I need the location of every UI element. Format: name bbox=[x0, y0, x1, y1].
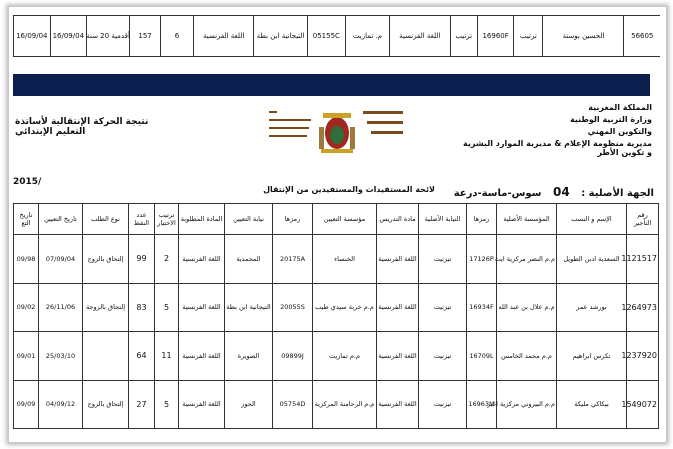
table-cell: 25/03/10 bbox=[39, 332, 83, 381]
table-cell: 09/09 bbox=[14, 380, 39, 429]
table-cell: 26/11/06 bbox=[39, 283, 83, 332]
table-cell: اللغة الفرنسية bbox=[377, 283, 419, 332]
table-cell: 20055S bbox=[273, 283, 313, 332]
table-cell: 1237920 bbox=[627, 332, 659, 381]
kingdom-line-2: وزارة التربية الوطنية bbox=[569, 115, 652, 124]
column-header: نيابة التعيين bbox=[225, 204, 273, 235]
header-band bbox=[13, 74, 650, 96]
table-cell: الصويرة bbox=[225, 332, 273, 381]
table-cell: 64 bbox=[129, 332, 155, 381]
table-cell: م.م النصر مركزية ايت bbox=[497, 235, 557, 284]
top-row-cell: اللغة الفرنسية bbox=[389, 16, 450, 56]
table-cell: تيزنيت bbox=[419, 283, 467, 332]
table-cell: اللغة الفرنسية bbox=[377, 380, 419, 429]
table-cell: م.م علال بن عبد الله bbox=[497, 283, 557, 332]
table-cell: 16934F bbox=[467, 283, 497, 332]
table-cell: تكرس ابراهيم bbox=[557, 332, 627, 381]
top-row-cell: 16/09/04 bbox=[50, 16, 87, 56]
table-cell: اللغة الفرنسية bbox=[179, 283, 225, 332]
table-cell: بورشد عمر bbox=[557, 283, 627, 332]
table-cell: اللغة الفرنسية bbox=[179, 380, 225, 429]
region-label: الجهة الأصلية : bbox=[581, 188, 654, 199]
document-title: نتيجة الحركة الإنتقالية لأساتذة التعليم الإبتدائي bbox=[15, 117, 149, 137]
table-cell: 09/98 bbox=[14, 235, 39, 284]
column-header: رقم التأجير bbox=[627, 204, 659, 235]
column-header: رمزها bbox=[467, 204, 497, 235]
column-header: تاريخ التعيين bbox=[39, 204, 83, 235]
top-row-cell: الحسين بوسنة bbox=[542, 16, 623, 56]
column-header: المؤسسة الأصلية bbox=[497, 204, 557, 235]
table-cell: اللغة الفرنسية bbox=[377, 235, 419, 284]
column-header: مادة التدريس bbox=[377, 204, 419, 235]
table-cell: 5 bbox=[155, 380, 179, 429]
table-cell: اللغة الفرنسية bbox=[377, 332, 419, 381]
table-cell: م.م محمد الخامس bbox=[497, 332, 557, 381]
top-row-cell: اللغة الفرنسية bbox=[193, 16, 254, 56]
table-cell: 16709L bbox=[467, 332, 497, 381]
column-header: رمزها bbox=[273, 204, 313, 235]
table-body bbox=[14, 235, 659, 429]
top-row-cell: 16960F bbox=[477, 16, 514, 56]
table-cell: اللغة الفرنسية bbox=[179, 332, 225, 381]
table-cell: م.م البيروني مركزية اغير bbox=[497, 380, 557, 429]
kingdom-line-3: والتكوين المهني bbox=[587, 127, 652, 136]
column-header: مؤسسة التعيين bbox=[313, 204, 377, 235]
table-cell: بيكاكي مليكة bbox=[557, 380, 627, 429]
table-row bbox=[14, 380, 659, 429]
column-header: المادة المطلوبة bbox=[179, 204, 225, 235]
top-row-cell: 56605 bbox=[623, 16, 660, 56]
table-cell: 05754D bbox=[273, 380, 313, 429]
table-cell: السعدية ادبن الطويل bbox=[557, 235, 627, 284]
top-record-row bbox=[13, 15, 660, 57]
table-cell: 04/09/12 bbox=[39, 380, 83, 429]
table-cell: إلتحاق بالزوج bbox=[83, 380, 129, 429]
table-cell: م.م تمازيت bbox=[313, 332, 377, 381]
table-cell: 2 bbox=[155, 235, 179, 284]
kingdom-line-1: المملكة المغربية bbox=[588, 103, 652, 112]
column-header: عدد النقط bbox=[129, 204, 155, 235]
directorate-line: مديرية منظومة الإعلام & مديرية الموارد البشرية و تكوين الأطر bbox=[462, 139, 652, 157]
top-row-cell: ترتيب bbox=[513, 16, 542, 56]
table-row bbox=[14, 283, 659, 332]
table-row bbox=[14, 235, 659, 284]
table-cell: المحمدية bbox=[225, 235, 273, 284]
table-cell: 16963M bbox=[467, 380, 497, 429]
table-cell: إلتحاق بالزوج bbox=[83, 235, 129, 284]
table-cell: اللغة الفرنسية bbox=[179, 235, 225, 284]
table-cell: م.م الرحامنة المركزية bbox=[313, 380, 377, 429]
top-row-cell: أقدمية 20 سنة bbox=[86, 16, 129, 56]
document-sheet bbox=[8, 6, 667, 443]
table-cell: 11 bbox=[155, 332, 179, 381]
table-cell: 17126P bbox=[467, 235, 497, 284]
column-header: الإسم و النسب bbox=[557, 204, 627, 235]
column-header: النيابة الأصلية bbox=[419, 204, 467, 235]
table-cell: إلتحاق بالزوجة bbox=[83, 283, 129, 332]
table-cell: 1264973 bbox=[627, 283, 659, 332]
beneficiaries-table bbox=[13, 203, 659, 429]
kingdom-header bbox=[482, 102, 652, 138]
top-row-cell: التيجانية ابن بطة bbox=[253, 16, 306, 56]
column-header: ترتيب الاختيار bbox=[155, 204, 179, 235]
table-cell: تيزنيت bbox=[419, 332, 467, 381]
table-cell: 83 bbox=[129, 283, 155, 332]
table-cell: 27 bbox=[129, 380, 155, 429]
top-row-cell: ترتيب bbox=[450, 16, 477, 56]
table-cell: تيزنيت bbox=[419, 380, 467, 429]
top-row-cell: 157 bbox=[129, 16, 160, 56]
table-cell: تيزنيت bbox=[419, 235, 467, 284]
table-cell: 5 bbox=[155, 283, 179, 332]
table-cell: 07/09/04 bbox=[39, 235, 83, 284]
top-row-cell: 6 bbox=[160, 16, 193, 56]
table-cell: الحوز bbox=[225, 380, 273, 429]
region-code: 04 bbox=[553, 185, 570, 199]
table-cell: 09/02 bbox=[14, 283, 39, 332]
column-header: تاريخ التع bbox=[14, 204, 39, 235]
top-row-cell: 16/09/04 bbox=[13, 16, 50, 56]
top-row-cell: م. تمازيت bbox=[345, 16, 389, 56]
top-row-cell: 05155C bbox=[307, 16, 345, 56]
table-cell: 20175A bbox=[273, 235, 313, 284]
table-cell: الخنساء bbox=[313, 235, 377, 284]
region-name: سوس-ماسة-درعة bbox=[453, 188, 542, 199]
table-cell: التيجانية ابن بطة bbox=[225, 283, 273, 332]
table-cell: 09899J bbox=[273, 332, 313, 381]
table-cell: م.م خربة سيدي طيب bbox=[313, 283, 377, 332]
table-cell: 1121517 bbox=[627, 235, 659, 284]
table-row bbox=[14, 332, 659, 381]
table-cell: 1549072 bbox=[627, 380, 659, 429]
ministry-emblem-icon bbox=[267, 97, 407, 169]
column-header: نوع الطلب bbox=[83, 204, 129, 235]
table-cell bbox=[83, 332, 129, 381]
list-title: لائحة المستفيدات والمستفيدين من الإنتقال bbox=[263, 185, 435, 194]
school-year: 2015/ bbox=[13, 177, 42, 187]
region-header bbox=[454, 185, 654, 199]
table-cell: 99 bbox=[129, 235, 155, 284]
table-header-row bbox=[14, 204, 659, 235]
table-cell: 09/01 bbox=[14, 332, 39, 381]
